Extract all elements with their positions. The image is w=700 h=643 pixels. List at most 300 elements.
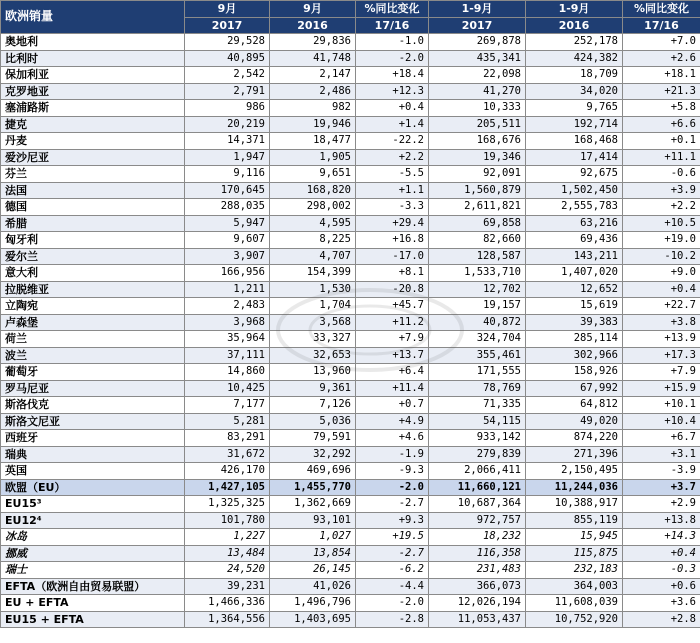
table-row [1,50,700,67]
sep-change-cell: +13.7 [356,347,429,364]
country-name-cell: 斯洛伐克 [1,397,185,414]
sep-2016-cell: 469,696 [270,463,356,480]
sep-2016-cell: 4,707 [270,248,356,265]
sep-2017-cell: 1,947 [185,149,270,166]
ytd-2017-cell: 92,091 [429,166,526,183]
header-row-top [1,1,700,18]
sep-2017-cell: 1,364,556 [185,611,270,628]
ytd-2017-cell: 10,333 [429,100,526,117]
header-year-2016-b: 2016 [526,17,623,34]
sep-2016-cell: 32,653 [270,347,356,364]
sep-2016-cell: 41,026 [270,578,356,595]
ytd-2017-cell: 231,483 [429,562,526,579]
table-row [1,595,700,612]
sep-2017-cell: 24,520 [185,562,270,579]
table-row [1,463,700,480]
table-row [1,215,700,232]
ytd-2017-cell: 269,878 [429,34,526,51]
sep-change-cell: -22.2 [356,133,429,150]
sep-change-cell: +7.9 [356,331,429,348]
sep-2016-cell: 7,126 [270,397,356,414]
sep-2016-cell: 1,530 [270,281,356,298]
country-name-cell: 瑞士 [1,562,185,579]
country-name-cell: 意大利 [1,265,185,282]
ytd-2017-cell: 1,560,879 [429,182,526,199]
ytd-2016-cell: 158,926 [526,364,623,381]
ytd-2017-cell: 71,335 [429,397,526,414]
table-row [1,545,700,562]
ytd-2017-cell: 11,053,437 [429,611,526,628]
ytd-change-cell: +0.1 [623,133,700,150]
ytd-2016-cell: 192,714 [526,116,623,133]
ytd-2017-cell: 12,026,194 [429,595,526,612]
sep-change-cell: +16.8 [356,232,429,249]
sep-2017-cell: 14,860 [185,364,270,381]
ytd-change-cell: +5.8 [623,100,700,117]
sep-2017-cell: 7,177 [185,397,270,414]
sep-2017-cell: 40,895 [185,50,270,67]
table-row [1,133,700,150]
table-body [1,34,700,628]
sep-2016-cell: 9,361 [270,380,356,397]
sep-change-cell: -2.0 [356,479,429,496]
table-row [1,100,700,117]
sep-2016-cell: 154,399 [270,265,356,282]
ytd-2016-cell: 115,875 [526,545,623,562]
sep-2017-cell: 1,427,105 [185,479,270,496]
ytd-change-cell: +0.6 [623,578,700,595]
table-row [1,199,700,216]
ytd-change-cell: +2.6 [623,50,700,67]
country-name-cell: 德国 [1,199,185,216]
country-name-cell: EFTA（欧洲自由贸易联盟） [1,578,185,595]
sep-change-cell: +29.4 [356,215,429,232]
sep-change-cell: -3.3 [356,199,429,216]
ytd-change-cell: +17.3 [623,347,700,364]
header-sep-month-2017: 9月 [185,1,270,18]
ytd-change-cell: +10.1 [623,397,700,414]
sep-2017-cell: 2,542 [185,67,270,84]
ytd-change-cell: +6.7 [623,430,700,447]
table-row [1,314,700,331]
ytd-2016-cell: 49,020 [526,413,623,430]
ytd-2017-cell: 366,073 [429,578,526,595]
header-ytd-change: %同比变化 [623,1,700,18]
ytd-change-cell: +19.0 [623,232,700,249]
country-name-cell: 匈牙利 [1,232,185,249]
sep-2016-cell: 19,946 [270,116,356,133]
country-name-cell: 卢森堡 [1,314,185,331]
sep-2017-cell: 20,219 [185,116,270,133]
ytd-change-cell: +3.6 [623,595,700,612]
sep-change-cell: +4.6 [356,430,429,447]
ytd-2016-cell: 11,608,039 [526,595,623,612]
country-name-cell: 西班牙 [1,430,185,447]
ytd-2017-cell: 78,769 [429,380,526,397]
ytd-2016-cell: 424,382 [526,50,623,67]
sep-change-cell: +0.7 [356,397,429,414]
country-name-cell: EU15 + EFTA [1,611,185,628]
table-row [1,446,700,463]
sep-2016-cell: 1,496,796 [270,595,356,612]
ytd-change-cell: +14.3 [623,529,700,546]
sep-change-cell: +19.5 [356,529,429,546]
ytd-change-cell: +7.0 [623,34,700,51]
sep-2016-cell: 13,854 [270,545,356,562]
ytd-change-cell: -3.9 [623,463,700,480]
ytd-2016-cell: 232,183 [526,562,623,579]
country-name-cell: 冰岛 [1,529,185,546]
table-row [1,83,700,100]
country-name-cell: 波兰 [1,347,185,364]
ytd-change-cell: +6.6 [623,116,700,133]
ytd-2017-cell: 355,461 [429,347,526,364]
ytd-2017-cell: 40,872 [429,314,526,331]
sep-2016-cell: 33,327 [270,331,356,348]
country-name-cell: 法国 [1,182,185,199]
table-row [1,496,700,513]
sep-2016-cell: 3,568 [270,314,356,331]
ytd-2016-cell: 271,396 [526,446,623,463]
table-row [1,413,700,430]
table-row [1,578,700,595]
ytd-2017-cell: 933,142 [429,430,526,447]
ytd-2017-cell: 22,098 [429,67,526,84]
ytd-2016-cell: 64,812 [526,397,623,414]
sep-2016-cell: 32,292 [270,446,356,463]
sep-2017-cell: 39,231 [185,578,270,595]
table-row [1,430,700,447]
sep-change-cell: +6.4 [356,364,429,381]
ytd-change-cell: +21.3 [623,83,700,100]
ytd-2016-cell: 2,150,495 [526,463,623,480]
sep-2016-cell: 9,651 [270,166,356,183]
country-name-cell: 奥地利 [1,34,185,51]
ytd-change-cell: +0.4 [623,545,700,562]
sep-change-cell: -6.2 [356,562,429,579]
header-ytd-2017: 1-9月 [429,1,526,18]
sep-change-cell: +18.4 [356,67,429,84]
country-name-cell: 希腊 [1,215,185,232]
sep-change-cell: -4.4 [356,578,429,595]
ytd-2016-cell: 855,119 [526,512,623,529]
sep-2017-cell: 5,947 [185,215,270,232]
sep-change-cell: +1.4 [356,116,429,133]
table-row [1,265,700,282]
table-row [1,182,700,199]
ytd-change-cell: -0.3 [623,562,700,579]
ytd-2017-cell: 18,232 [429,529,526,546]
sep-2016-cell: 1,704 [270,298,356,315]
header-sep-change: %同比变化 [356,1,429,18]
sep-change-cell: -1.9 [356,446,429,463]
sep-change-cell: +8.1 [356,265,429,282]
ytd-2016-cell: 10,752,920 [526,611,623,628]
sep-change-cell: -5.5 [356,166,429,183]
country-name-cell: 荷兰 [1,331,185,348]
table-row [1,166,700,183]
sep-change-cell: -2.7 [356,545,429,562]
ytd-2017-cell: 435,341 [429,50,526,67]
sep-2016-cell: 8,225 [270,232,356,249]
table-row [1,562,700,579]
ytd-change-cell: +3.9 [623,182,700,199]
sep-2017-cell: 170,645 [185,182,270,199]
table-row [1,149,700,166]
sep-2017-cell: 9,116 [185,166,270,183]
ytd-2016-cell: 39,383 [526,314,623,331]
ytd-2017-cell: 19,346 [429,149,526,166]
country-name-cell: EU + EFTA [1,595,185,612]
ytd-2016-cell: 34,020 [526,83,623,100]
sep-2016-cell: 1,905 [270,149,356,166]
table-row [1,116,700,133]
sep-change-cell: +45.7 [356,298,429,315]
header-year-2017-a: 2017 [185,17,270,34]
table-row [1,298,700,315]
sep-change-cell: -2.0 [356,50,429,67]
ytd-2016-cell: 12,652 [526,281,623,298]
ytd-change-cell: +10.5 [623,215,700,232]
sep-2017-cell: 1,211 [185,281,270,298]
sep-change-cell: +0.4 [356,100,429,117]
ytd-2016-cell: 18,709 [526,67,623,84]
country-name-cell: 挪威 [1,545,185,562]
sep-2016-cell: 298,002 [270,199,356,216]
ytd-2016-cell: 10,388,917 [526,496,623,513]
ytd-2016-cell: 69,436 [526,232,623,249]
sep-2017-cell: 35,964 [185,331,270,348]
ytd-change-cell: +3.8 [623,314,700,331]
sep-2016-cell: 2,486 [270,83,356,100]
ytd-change-cell: -10.2 [623,248,700,265]
country-name-cell: EU15³ [1,496,185,513]
ytd-2016-cell: 63,216 [526,215,623,232]
sep-change-cell: +11.4 [356,380,429,397]
sep-change-cell: -1.0 [356,34,429,51]
sep-2017-cell: 83,291 [185,430,270,447]
country-name-cell: 丹麦 [1,133,185,150]
sep-change-cell: +12.3 [356,83,429,100]
ytd-2017-cell: 69,858 [429,215,526,232]
sep-2017-cell: 10,425 [185,380,270,397]
table-row [1,611,700,628]
ytd-2016-cell: 285,114 [526,331,623,348]
country-name-cell: 瑞典 [1,446,185,463]
sep-2016-cell: 5,036 [270,413,356,430]
header-ratio-a: 17/16 [356,17,429,34]
sep-2017-cell: 3,968 [185,314,270,331]
sep-2016-cell: 1,362,669 [270,496,356,513]
header-year-2016-a: 2016 [270,17,356,34]
ytd-2016-cell: 2,555,783 [526,199,623,216]
header-sep-month-2016: 9月 [270,1,356,18]
sep-2017-cell: 3,907 [185,248,270,265]
country-name-cell: 爱沙尼亚 [1,149,185,166]
sep-2016-cell: 29,836 [270,34,356,51]
table-row [1,281,700,298]
sep-2017-cell: 14,371 [185,133,270,150]
table-row [1,529,700,546]
ytd-2016-cell: 302,966 [526,347,623,364]
ytd-2017-cell: 279,839 [429,446,526,463]
ytd-2017-cell: 54,115 [429,413,526,430]
ytd-2017-cell: 324,704 [429,331,526,348]
sep-2016-cell: 168,820 [270,182,356,199]
ytd-2016-cell: 67,992 [526,380,623,397]
ytd-2017-cell: 205,511 [429,116,526,133]
sep-2017-cell: 13,484 [185,545,270,562]
sep-2016-cell: 93,101 [270,512,356,529]
sep-2017-cell: 288,035 [185,199,270,216]
sep-2016-cell: 13,960 [270,364,356,381]
country-name-cell: 斯洛文尼亚 [1,413,185,430]
ytd-change-cell: +10.4 [623,413,700,430]
sep-change-cell: -17.0 [356,248,429,265]
sep-change-cell: +9.3 [356,512,429,529]
ytd-2016-cell: 1,407,020 [526,265,623,282]
table-row [1,331,700,348]
country-name-cell: 克罗地亚 [1,83,185,100]
country-name-cell: 罗马尼亚 [1,380,185,397]
sep-2016-cell: 2,147 [270,67,356,84]
table-row [1,364,700,381]
ytd-2017-cell: 2,611,821 [429,199,526,216]
table-row [1,479,700,496]
ytd-change-cell: +0.4 [623,281,700,298]
sep-change-cell: -2.8 [356,611,429,628]
ytd-2016-cell: 364,003 [526,578,623,595]
ytd-change-cell: +3.7 [623,479,700,496]
sep-change-cell: -2.0 [356,595,429,612]
ytd-2017-cell: 171,555 [429,364,526,381]
ytd-2017-cell: 168,676 [429,133,526,150]
sep-2017-cell: 986 [185,100,270,117]
ytd-2016-cell: 11,244,036 [526,479,623,496]
sep-change-cell: -2.7 [356,496,429,513]
ytd-2017-cell: 972,757 [429,512,526,529]
ytd-2017-cell: 128,587 [429,248,526,265]
ytd-2016-cell: 252,178 [526,34,623,51]
header-ratio-b: 17/16 [623,17,700,34]
ytd-2016-cell: 15,945 [526,529,623,546]
country-name-cell: 比利时 [1,50,185,67]
ytd-2017-cell: 2,066,411 [429,463,526,480]
ytd-2017-cell: 1,533,710 [429,265,526,282]
sep-2017-cell: 37,111 [185,347,270,364]
table-row [1,67,700,84]
ytd-2017-cell: 10,687,364 [429,496,526,513]
sep-2017-cell: 2,791 [185,83,270,100]
ytd-change-cell: +3.1 [623,446,700,463]
sep-2016-cell: 1,455,770 [270,479,356,496]
sep-2016-cell: 1,027 [270,529,356,546]
sep-2017-cell: 9,607 [185,232,270,249]
country-name-cell: 欧盟（EU） [1,479,185,496]
ytd-2016-cell: 143,211 [526,248,623,265]
ytd-2017-cell: 11,660,121 [429,479,526,496]
sep-change-cell: +11.2 [356,314,429,331]
country-name-cell: 保加利亚 [1,67,185,84]
sep-change-cell: -9.3 [356,463,429,480]
country-name-cell: 立陶宛 [1,298,185,315]
header-ytd-2016: 1-9月 [526,1,623,18]
country-name-cell: 拉脱维亚 [1,281,185,298]
sep-2017-cell: 5,281 [185,413,270,430]
sep-2017-cell: 1,466,336 [185,595,270,612]
ytd-change-cell: +13.9 [623,331,700,348]
sep-2016-cell: 1,403,695 [270,611,356,628]
country-name-cell: 塞浦路斯 [1,100,185,117]
ytd-change-cell: -0.6 [623,166,700,183]
country-name-cell: 芬兰 [1,166,185,183]
ytd-change-cell: +2.9 [623,496,700,513]
table-row [1,347,700,364]
sep-2017-cell: 29,528 [185,34,270,51]
table-row [1,512,700,529]
country-name-cell: EU12⁴ [1,512,185,529]
header-corner: 欧洲销量 [1,1,185,34]
ytd-2016-cell: 92,675 [526,166,623,183]
ytd-change-cell: +13.8 [623,512,700,529]
country-name-cell: 葡萄牙 [1,364,185,381]
table-row [1,34,700,51]
ytd-change-cell: +2.8 [623,611,700,628]
sep-2016-cell: 41,748 [270,50,356,67]
sep-2016-cell: 18,477 [270,133,356,150]
ytd-2016-cell: 168,468 [526,133,623,150]
ytd-change-cell: +15.9 [623,380,700,397]
ytd-2016-cell: 15,619 [526,298,623,315]
table-row [1,232,700,249]
sep-change-cell: +4.9 [356,413,429,430]
ytd-2017-cell: 116,358 [429,545,526,562]
sep-2017-cell: 1,325,325 [185,496,270,513]
sep-change-cell: -20.8 [356,281,429,298]
header-year-2017-b: 2017 [429,17,526,34]
ytd-2016-cell: 1,502,450 [526,182,623,199]
sep-2016-cell: 4,595 [270,215,356,232]
table-row [1,397,700,414]
ytd-change-cell: +18.1 [623,67,700,84]
sep-change-cell: +1.1 [356,182,429,199]
ytd-2017-cell: 41,270 [429,83,526,100]
country-name-cell: 捷克 [1,116,185,133]
ytd-2017-cell: 12,702 [429,281,526,298]
sep-2017-cell: 101,780 [185,512,270,529]
sep-2016-cell: 79,591 [270,430,356,447]
ytd-change-cell: +9.0 [623,265,700,282]
sep-2017-cell: 31,672 [185,446,270,463]
ytd-change-cell: +11.1 [623,149,700,166]
table-row [1,380,700,397]
sep-2017-cell: 166,956 [185,265,270,282]
ytd-2016-cell: 9,765 [526,100,623,117]
sep-2017-cell: 426,170 [185,463,270,480]
table-row [1,248,700,265]
ytd-2017-cell: 19,157 [429,298,526,315]
ytd-2016-cell: 874,220 [526,430,623,447]
sep-2016-cell: 26,145 [270,562,356,579]
sep-change-cell: +2.2 [356,149,429,166]
country-name-cell: 爱尔兰 [1,248,185,265]
ytd-2016-cell: 17,414 [526,149,623,166]
ytd-change-cell: +7.9 [623,364,700,381]
sep-2017-cell: 1,227 [185,529,270,546]
sep-2017-cell: 2,483 [185,298,270,315]
country-name-cell: 英国 [1,463,185,480]
ytd-2017-cell: 82,660 [429,232,526,249]
